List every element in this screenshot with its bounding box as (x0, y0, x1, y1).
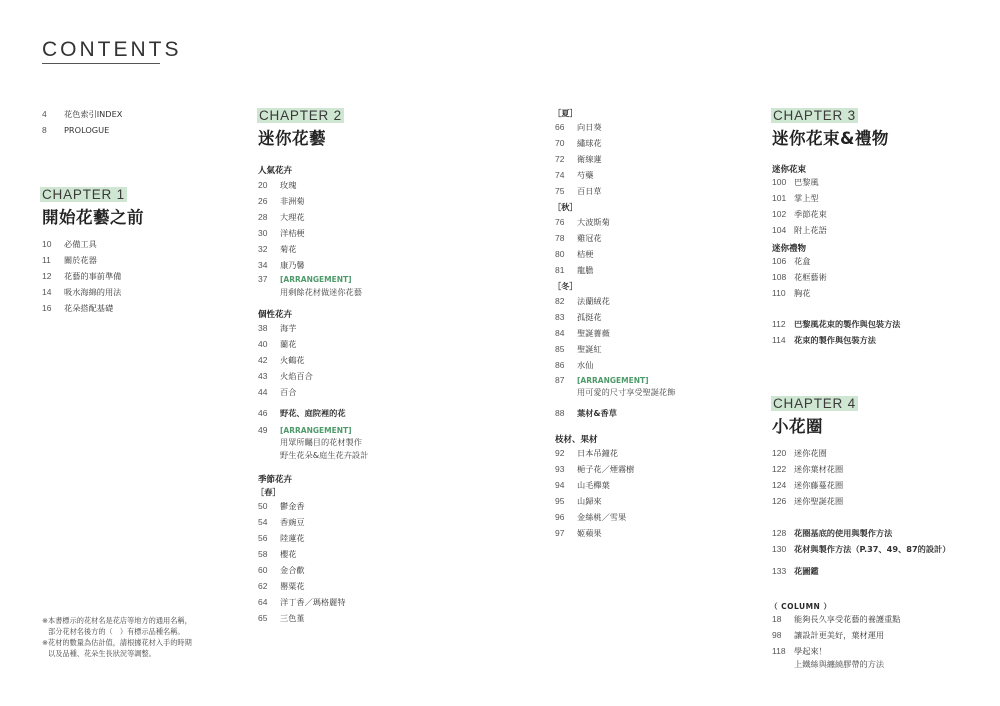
toc-entry[interactable]: 75 百日草 (555, 186, 602, 196)
section-heading: 迷你花束 (772, 165, 807, 175)
toc-entry-arrangement[interactable]: 49 [ARRANGEMENT] (258, 425, 352, 435)
toc-entry[interactable]: 60 金合歡 (258, 565, 305, 575)
toc-entry[interactable]: 16 花朵搭配基礎 (42, 303, 114, 313)
season-label: ［春］ (256, 487, 281, 497)
footnote: 部分花材名後方的（ ）有標示品種名稱。 (48, 627, 185, 636)
page-title: CONTENTS (42, 38, 182, 61)
toc-entry-arrangement[interactable]: 87 [ARRANGEMENT] (555, 375, 649, 385)
toc-entry[interactable]: 72 衛線蓮 (555, 154, 602, 164)
toc-entry[interactable]: 104 附上花語 (772, 225, 827, 235)
toc-entry[interactable]: 65 三色堇 (258, 613, 305, 623)
toc-entry[interactable]: 98 讓設計更美好，葉材運用 (772, 630, 885, 640)
toc-entry[interactable]: 58 櫻花 (258, 549, 297, 559)
toc-entry[interactable]: 83 孤挺花 (555, 312, 602, 322)
chapter-2-label: CHAPTER 2 (259, 108, 342, 123)
toc-entry[interactable]: 82 法蘭絨花 (555, 296, 610, 306)
toc-entry[interactable]: 44 百合 (258, 387, 297, 397)
arrangement-text: 野生花朵&庭生花卉設計 (280, 450, 369, 460)
toc-entry[interactable]: 8 PROLOGUE (42, 125, 110, 135)
column-label: （ COLUMN ） (770, 602, 832, 611)
toc-entry[interactable]: 43 火焰百合 (258, 371, 313, 381)
toc-entry[interactable]: 76 大波斯菊 (555, 217, 610, 227)
section-heading: 人氣花卉 (258, 166, 293, 176)
toc-entry[interactable]: 112 巴黎風花束的製作與包裝方法 (772, 319, 901, 329)
toc-entry[interactable]: 94 山毛櫸葉 (555, 480, 610, 490)
section-heading: 個性花卉 (258, 310, 293, 320)
toc-entry[interactable]: 92 日本吊鐘花 (555, 448, 618, 458)
title-underline (42, 63, 160, 64)
footnote: ※本書標示的花材名是花店等地方的通用名稱， (42, 616, 192, 625)
toc-entry[interactable]: 38 海芋 (258, 323, 297, 333)
toc-entry[interactable]: 106 花盒 (772, 256, 811, 266)
toc-entry[interactable]: 62 罌粟花 (258, 581, 305, 591)
chapter-3-label: CHAPTER 3 (773, 108, 856, 123)
toc-entry[interactable]: 78 雞冠花 (555, 233, 602, 243)
toc-entry[interactable]: 46 野花、庭院裡的花 (258, 408, 346, 418)
chapter-3-title[interactable]: 迷你花束&禮物 (772, 129, 889, 148)
toc-entry[interactable]: 14 吸水海綿的用法 (42, 287, 122, 297)
toc-entry[interactable]: 95 山歸來 (555, 496, 602, 506)
toc-entry[interactable]: 108 花框藝術 (772, 272, 827, 282)
toc-entry[interactable]: 11 關於花器 (42, 255, 97, 265)
toc-entry[interactable]: 118 學起來！ (772, 646, 827, 656)
toc-entry[interactable]: 28 大理花 (258, 212, 305, 222)
toc-entry[interactable]: 18 能夠長久享受花藝的養護重點 (772, 614, 901, 624)
toc-entry[interactable]: 50 鬱金香 (258, 501, 305, 511)
chapter-2-title[interactable]: 迷你花藝 (258, 129, 326, 148)
toc-entry[interactable]: 130 花材與製作方法（P.37、49、87的設計） (772, 544, 951, 554)
section-heading: 季節花卉 (258, 475, 293, 485)
toc-entry[interactable]: 81 龍膽 (555, 265, 594, 275)
chapter-4-title[interactable]: 小花圈 (772, 417, 823, 436)
toc-entry[interactable]: 122 迷你葉材花圈 (772, 464, 844, 474)
toc-entry[interactable]: 54 香豌豆 (258, 517, 305, 527)
toc-entry[interactable]: 93 梔子花／煙霧樹 (555, 464, 635, 474)
toc-entry[interactable]: 12 花藝的事前準備 (42, 271, 122, 281)
toc-entry[interactable]: 4 花色索引INDEX (42, 109, 123, 119)
toc-entry[interactable]: 97 姬蘋果 (555, 528, 602, 538)
toc-entry[interactable]: 10 必備工具 (42, 239, 97, 249)
toc-entry[interactable]: 101 掌上型 (772, 193, 819, 203)
footnote: ※花材的數量為估計值，請根據花材入手的時期 (42, 638, 192, 647)
arrangement-text: 用可愛的尺寸享受聖誕花飾 (577, 387, 676, 397)
toc-entry[interactable]: 96 金絲桃／雪果 (555, 512, 627, 522)
toc-entry[interactable]: 20 玫瑰 (258, 180, 297, 190)
arrangement-text: 用剩餘花材做迷你花藝 (280, 287, 362, 297)
toc-entry[interactable]: 34 康乃馨 (258, 260, 305, 270)
season-label: ［夏］ (553, 108, 578, 118)
toc-entry[interactable]: 86 水仙 (555, 360, 594, 370)
toc-entry[interactable]: 128 花圈基底的使用與製作方法 (772, 528, 893, 538)
season-label: ［秋］ (553, 202, 578, 212)
toc-entry[interactable]: 32 菊花 (258, 244, 297, 254)
toc-entry[interactable]: 102 季節花束 (772, 209, 827, 219)
toc-entry[interactable]: 100 巴黎風 (772, 177, 819, 187)
arrangement-text: 用眾所矚目的花材製作 (280, 437, 362, 447)
toc-entry[interactable]: 70 繡球花 (555, 138, 602, 148)
toc-entry[interactable]: 114 花束的製作與包裝方法 (772, 335, 876, 345)
toc-entry[interactable]: 26 非洲菊 (258, 196, 305, 206)
section-heading: 枝材、果材 (555, 435, 598, 445)
toc-entry[interactable]: 64 洋丁香／瑪格麗特 (258, 597, 346, 607)
toc-entry[interactable]: 42 火鶴花 (258, 355, 305, 365)
toc-entry[interactable]: 84 聖誕薔薇 (555, 328, 610, 338)
toc-entry[interactable]: 124 迷你藤蔓花圈 (772, 480, 844, 490)
toc-entry[interactable]: 85 聖誕紅 (555, 344, 602, 354)
toc-entry[interactable]: 126 迷你聖誕花圈 (772, 496, 844, 506)
season-label: ［冬］ (553, 281, 578, 291)
chapter-1-label: CHAPTER 1 (42, 187, 125, 202)
toc-entry[interactable]: 80 桔梗 (555, 249, 594, 259)
toc-entry[interactable]: 120 迷你花圈 (772, 448, 827, 458)
chapter-4-label: CHAPTER 4 (773, 396, 856, 411)
chapter-1-title[interactable]: 開始花藝之前 (42, 208, 144, 227)
toc-entry[interactable]: 110 胸花 (772, 288, 811, 298)
toc-entry[interactable]: 40 蘭花 (258, 339, 297, 349)
toc-entry[interactable]: 88 葉材&香草 (555, 408, 617, 418)
toc-entry[interactable]: 56 陸蓮花 (258, 533, 305, 543)
toc-entry[interactable]: 74 芍藥 (555, 170, 594, 180)
toc-entry[interactable]: 66 向日葵 (555, 122, 602, 132)
toc-entry[interactable]: 133 花圖鑑 (772, 566, 819, 576)
toc-entry-arrangement[interactable]: 37 [ARRANGEMENT] (258, 274, 352, 284)
column-subtext: 上鐵絲與纏繞膠帶的方法 (794, 659, 885, 669)
toc-entry[interactable]: 30 洋桔梗 (258, 228, 305, 238)
footnote: 以及品種、花朵生長狀況等調整。 (48, 649, 156, 658)
section-heading: 迷你禮物 (772, 244, 807, 254)
